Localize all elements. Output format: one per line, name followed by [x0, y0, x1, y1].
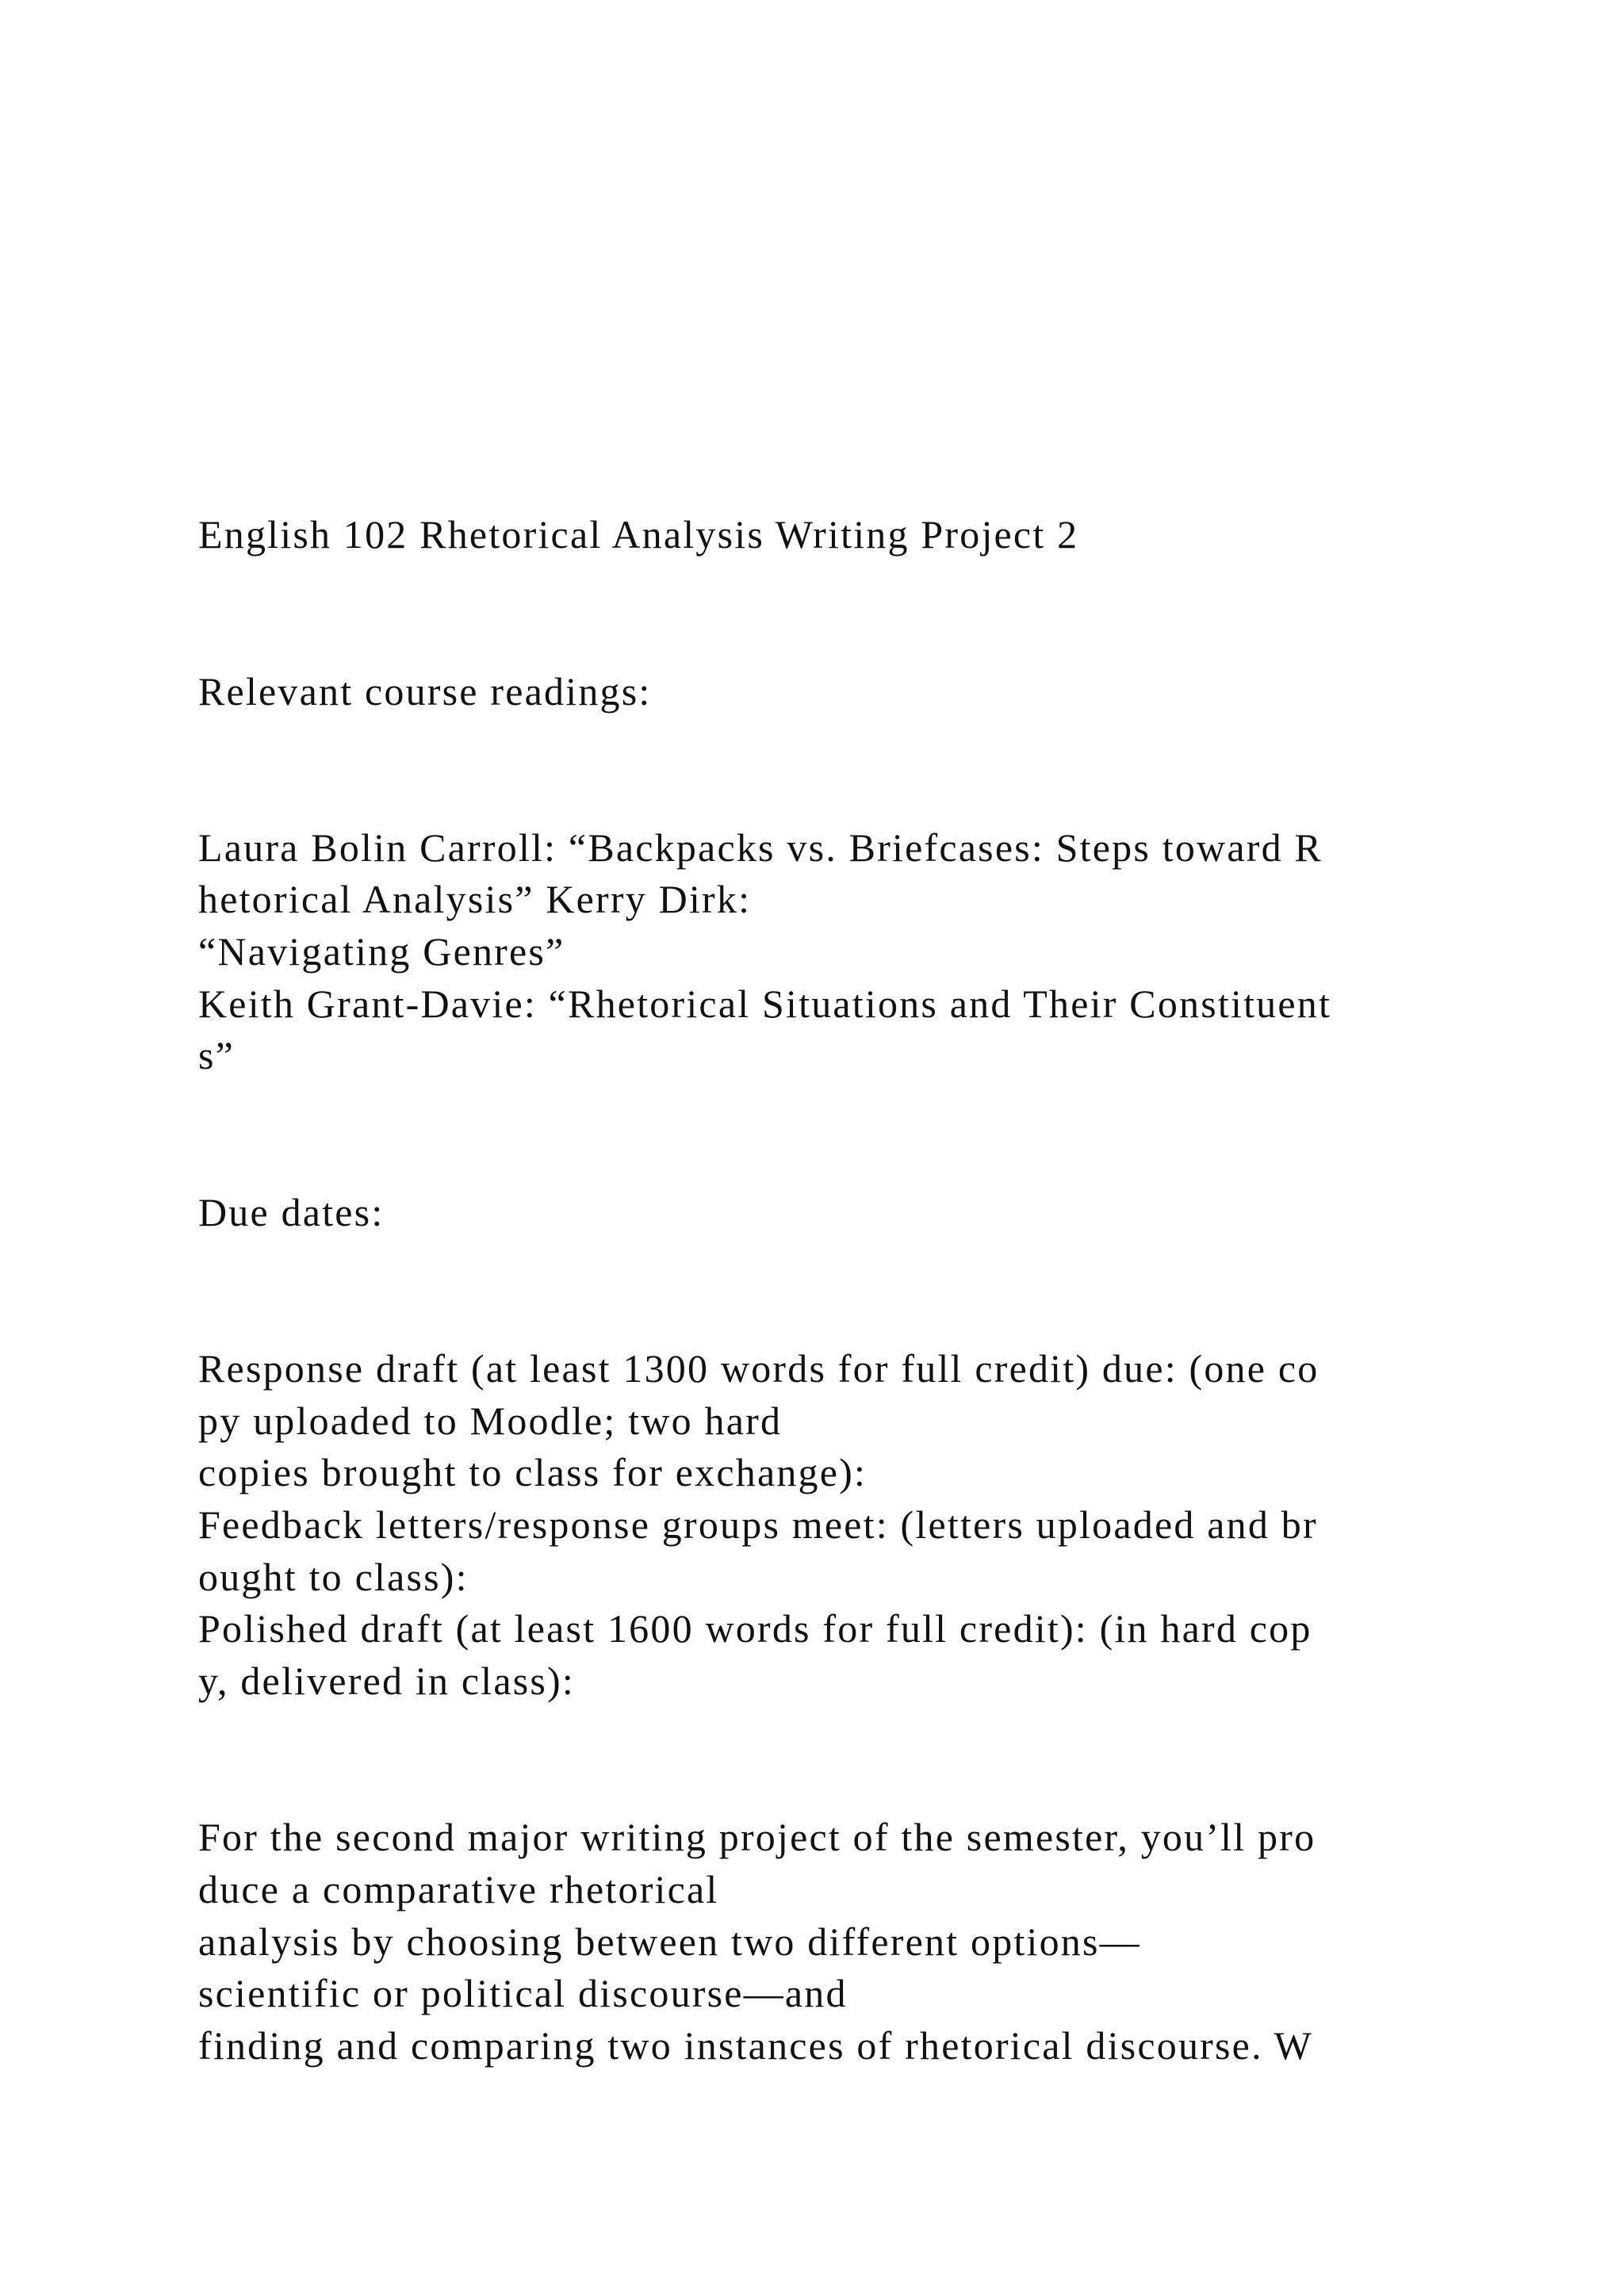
body-paragraph-line: duce a comparative rhetorical	[198, 1867, 719, 1911]
readings-line: “Navigating Genres”	[198, 929, 565, 974]
body-paragraph-line: finding and comparing two instances of rhetorical discourse. W	[198, 2023, 1313, 2068]
body-paragraph-line: analysis by choosing between two different options—	[198, 1919, 1141, 1964]
due-dates-line: y, delivered in class):	[198, 1659, 575, 1703]
body-paragraph-line: scientific or political discourse—and	[198, 1971, 848, 2015]
due-dates-line: ought to class):	[198, 1555, 469, 1599]
due-dates-line: py uploaded to Moodle; two hard	[198, 1399, 783, 1443]
due-dates-line: Feedback letters/response groups meet: (letters uploaded and br	[198, 1502, 1318, 1547]
document-title: English 102 Rhetorical Analysis Writing Project 2	[198, 512, 1079, 557]
due-dates-line: Polished draft (at least 1600 words for full credit): (in hard cop	[198, 1606, 1312, 1651]
readings-line: Laura Bolin Carroll: “Backpacks vs. Briefcases: Steps toward R	[198, 825, 1323, 870]
readings-line: hetorical Analysis” Kerry Dirk:	[198, 877, 752, 921]
due-dates-line: Response draft (at least 1300 words for full credit) due: (one co	[198, 1346, 1320, 1391]
due-dates-heading: Due dates:	[198, 1190, 385, 1234]
body-paragraph-line: For the second major writing project of the semester, you’ll pro	[198, 1815, 1316, 1859]
readings-line: Keith Grant-Davie: “Rhetorical Situations and Their Constituent	[198, 982, 1332, 1026]
readings-line: s”	[198, 1033, 236, 1077]
due-dates-line: copies brought to class for exchange):	[198, 1450, 868, 1494]
readings-heading: Relevant course readings:	[198, 669, 652, 714]
